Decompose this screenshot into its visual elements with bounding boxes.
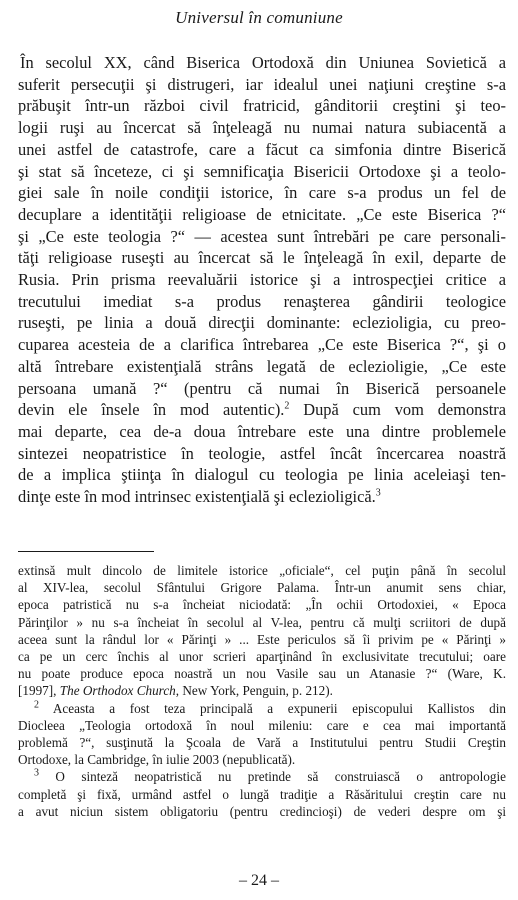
footnote-line: problemă ?“, susţinută la Şcoala de Vară a Institutului pentru Studii Creştin <box>18 735 506 751</box>
body-line-tail: După cum vom demonstra <box>289 400 507 420</box>
cited-book-title: The Orthodox Church <box>59 683 176 699</box>
body-line-text: dinţe este în mod intrinsec existenţială şi eclezioligică. <box>18 487 376 507</box>
footnote-text: [1997], <box>18 683 60 699</box>
footnote-number-3: 3 <box>34 768 39 780</box>
footnote-text: Aceasta a fost teza principală a expunerii episcopului Kallistos din <box>39 700 506 716</box>
footnote-ref-2: 2 <box>284 400 290 412</box>
footnote-3-first-line <box>18 768 506 785</box>
body-line-last <box>18 486 506 508</box>
body-line: giei sale în noile condiţii istorice, în care s-a produs un fel de <box>18 183 506 203</box>
footnote-number-2: 2 <box>34 699 39 711</box>
footnote-line: Diocleea „Teologia ortodoxă în noul mileniu: care e cea mai importantă <box>18 717 506 733</box>
body-line: sintezei neopatristice în teologie, astfel încât încercarea noastră <box>18 443 506 463</box>
footnote-line: extinsă mult dincolo de limitele istorice „oficiale“, cel puţin până în secolul <box>18 563 506 578</box>
body-line: tăţi religioase ruseşti au încercat să le înţeleagă în exil, departe de <box>18 248 506 268</box>
body-line: de a implica ştiinţa în dialogul cu teologia pe linia aceleiaşi ten- <box>18 465 506 485</box>
footnote-line: nu poate produce epoca noastră un nou Vasile sau un Atanasie ?“ (Ware, K. <box>18 666 506 682</box>
body-paragraph <box>18 52 506 508</box>
footnote-ref-3: 3 <box>375 487 381 499</box>
footnote-text: O sinteză neopatristică nu pretinde să construiască o antropologie <box>39 769 506 785</box>
body-line: şi „Ce este teologia ?“ — acestea sunt întrebări pe care personali- <box>18 226 506 246</box>
body-line: persoana umană ?“ (pentru că numai în Biserică persoanele <box>18 378 506 398</box>
footnote-line: a avut niciun sistem obligatoriu (pentru credincioşi) de vederi despre om şi <box>18 803 506 819</box>
body-line: cuparea acesteia de a clarifica întrebarea „Ce este Biserica ?“, şi o <box>18 335 506 355</box>
body-line: logii ruşi au încercat să înţeleagă nu numai natura subiacentă a <box>18 118 506 138</box>
body-line: trecutului imediat s-a produs renaşterea gândirii teologice <box>18 291 506 311</box>
footnotes <box>18 562 506 820</box>
body-line: Rusia. Prin prisma reevaluării istorice şi a introspecţiei critice a <box>18 270 506 290</box>
footnote-line: Părinţilor » nu s-a încheiat în secolul al V-lea, pentru că mulţi scriitori de după <box>18 614 506 630</box>
body-line: decuplare a identităţii religioase de etnicitate. „Ce este Biserica ?“ <box>18 204 506 224</box>
body-line-with-footnote-ref <box>18 399 506 421</box>
footnote-line: aceea sunt la rândul lor « Părinţi » ... Este periculos să îi privim pe « Părinţi » <box>18 631 506 647</box>
running-header: Universul în comuniune <box>175 8 343 27</box>
footnote-line: al XIV-lea, secolul Sfântului Grigore Palama. Într-un anumit sens chiar, <box>18 580 506 596</box>
footnote-line: epoca patristică nu s-a încheiat niciodată: „În ochii Ortodoxiei, « Epoca <box>18 597 506 613</box>
page-number: – 24 – <box>239 872 279 889</box>
body-line: mai departe, cea de-a doua întrebare este una dintre problemele <box>18 421 506 441</box>
footnote-line <box>18 682 506 699</box>
footnote-line: ca pe un cerc închis al unor scrieri aparţinând în exclusivitate trecutului; oare <box>18 649 506 665</box>
footnote-separator <box>18 551 154 552</box>
body-line: unei astfel de catastrofe, care a făcut ca simfonia dintre Biserică <box>18 139 506 159</box>
footnote-text: , New York, Penguin, p. 212). <box>175 683 333 699</box>
body-line: ruseşti, pe linia a două direcţii dominante: eclezioligia, cu preo- <box>18 313 506 333</box>
footnote-line: completă şi fixă, urmând astfel o lungă tradiţie a Răsăritului creştin care nu <box>18 786 506 802</box>
body-line: suferit persecuţii şi distrugeri, iar idealul unei naţiuni creştine s-a <box>18 74 506 94</box>
footnote-line: Ortodoxe, la Cambridge, în iulie 2003 (nepublicată). <box>18 752 296 768</box>
body-line-text: devin ele însele în mod autentic). <box>18 400 285 420</box>
footnote-2-first-line <box>18 700 506 717</box>
body-line: şi stat să înceteze, ci şi semnificaţia Bisericii Ortodoxe şi a teolo- <box>18 161 506 181</box>
body-line: prăbuşit într-un război civil fratricid, gânditorii creştini şi teo- <box>18 96 506 116</box>
body-line: altă întrebare existenţială strâns legată de eclezioligie, „Ce este <box>18 356 506 376</box>
body-line: În secolul XX, când Biserica Ortodoxă din Uniunea Sovietică a <box>20 53 506 72</box>
